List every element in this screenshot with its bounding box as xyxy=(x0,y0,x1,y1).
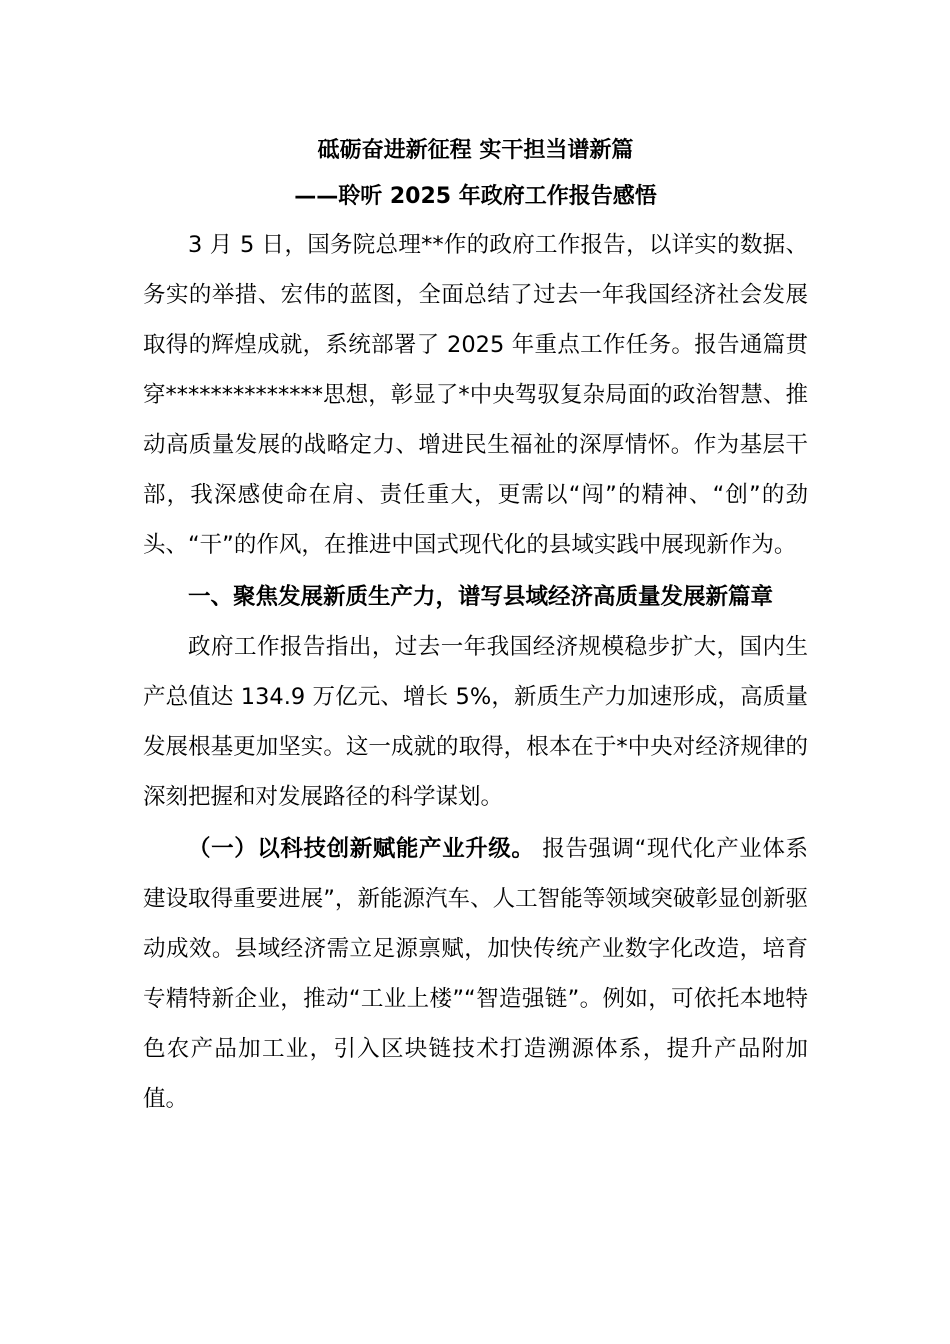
subsection-1-lead: （一）以科技创新赋能产业升级。 xyxy=(188,836,535,862)
subsection-1-body: 报告强调“现代化产业体系建设取得重要进展”，新能源汽车、人工智能等领域突破彰显创新驱动成效。县域经济需立足源禀赋，加快传统产业数字化改造，培育专精特新企业，推动“工业上楼”“智造强链”。例如，可依托本地特色农产品加工业，引入区块链技术打造溯源体系，提升产品附加值。 xyxy=(143,836,808,1112)
section-1-paragraph: 政府工作报告指出，过去一年我国经济规模稳步扩大，国内生产总值达 134.9 万亿元、增长 5%，新质生产力加速形成，高质量发展根基更加坚实。这一成就的取得，根本在于*中央对经济规律的深刻把握和对发展路径的科学谋划。 xyxy=(143,634,808,810)
document-title: 砥砺奋进新征程 实干担当谱新篇 xyxy=(317,138,634,163)
document-subtitle: ——聆听 2025 年政府工作报告感悟 xyxy=(294,184,657,209)
subsection-1-paragraph xyxy=(143,824,808,1124)
document-page xyxy=(143,128,808,1124)
section-1-heading: 一、聚焦发展新质生产力，谱写县域经济高质量发展新篇章 xyxy=(188,584,774,610)
intro-paragraph: 3 月 5 日，国务院总理**作的政府工作报告，以详实的数据、务实的举措、宏伟的蓝图，全面总结了过去一年我国经济社会发展取得的辉煌成就，系统部署了 2025 年重点工作任务。报告通篇贯穿**************思想，彰显了*中央驾驭复杂局面的政治智慧、推动高质量发展的战略定力、增进民生福祉的深厚情怀。作为基层干部，我深感使命在肩、责任重大，更需以“闯”的精神、“创”的劲头、“干”的作风，在推进中国式现代化的县域实践中展现新作为。 xyxy=(143,232,808,558)
